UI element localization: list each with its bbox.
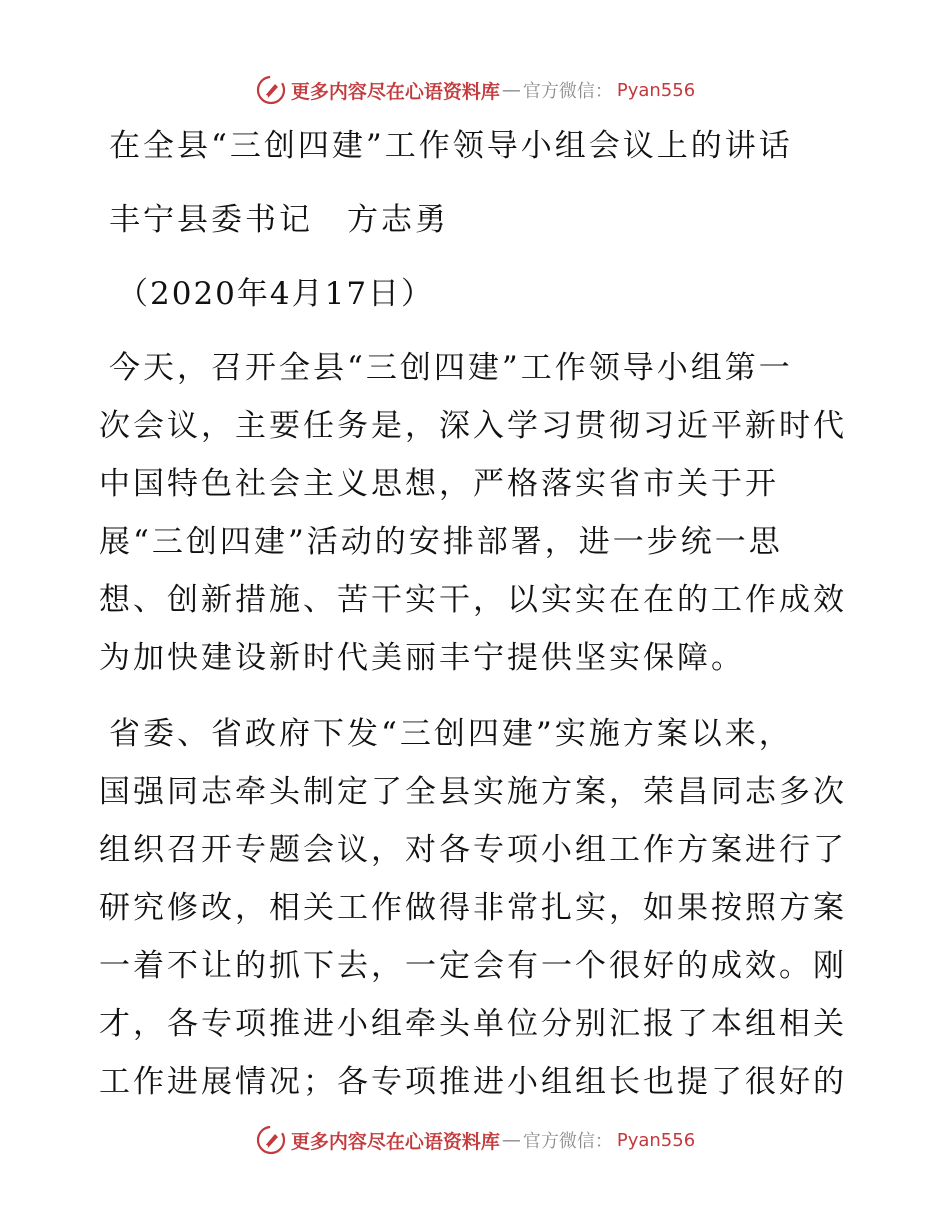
paragraph-line: 工作进展情况；各专项推进小组组长也提了很好的 [99, 1064, 847, 1100]
watermark-wechat-label: 官方微信： [522, 1131, 613, 1152]
watermark-slogan: 更多内容尽在心语资料库 [290, 1130, 500, 1153]
paragraph-line: 今天，召开全县“三创四建”工作领导小组第一 [109, 350, 793, 386]
paragraph-line: 一着不让的抓下去，一定会有一个很好的成效。刚 [99, 948, 847, 984]
document-date: （2020年4月17日） [117, 276, 435, 312]
document-author: 丰宁县委书记 方志勇 [109, 202, 449, 238]
paragraph-line: 才，各专项推进小组牵头单位分别汇报了本组相关 [99, 1006, 847, 1042]
paragraph-line: 组织召开专题会议，对各专项小组工作方案进行了 [99, 832, 847, 868]
paragraph-line: 省委、省政府下发“三创四建”实施方案以来， [109, 716, 793, 752]
paragraph-line: 为加快建设新时代美丽丰宁提供坚实保障。 [99, 640, 745, 676]
watermark-slogan: 更多内容尽在心语资料库 [290, 80, 500, 103]
watermark-header [0, 70, 950, 110]
paragraph-line: 想、创新措施、苦干实干，以实实在在的工作成效 [99, 582, 847, 618]
watermark-wechat-id: Pyan556 [616, 1129, 696, 1151]
watermark-wechat-id: Pyan556 [616, 79, 696, 101]
paragraph-line: 国强同志牵头制定了全县实施方案，荣昌同志多次 [99, 774, 847, 810]
document-title: 在全县“三创四建”工作领导小组会议上的讲话 [109, 128, 793, 164]
paragraph-line: 展“三创四建”活动的安排部署，进一步统一思 [99, 524, 783, 560]
watermark-dash: — [501, 1129, 521, 1151]
watermark-dash: — [501, 79, 521, 101]
watermark-footer [0, 1120, 950, 1160]
paragraph-line: 研究修改，相关工作做得非常扎实，如果按照方案 [99, 890, 847, 926]
pen-nib-circle-icon [255, 74, 287, 106]
paragraph-line: 中国特色社会主义思想，严格落实省市关于开 [99, 466, 779, 502]
pen-nib-circle-icon [255, 1124, 287, 1156]
watermark-wechat-label: 官方微信： [522, 81, 613, 102]
paragraph-line: 次会议，主要任务是，深入学习贯彻习近平新时代 [99, 408, 847, 444]
